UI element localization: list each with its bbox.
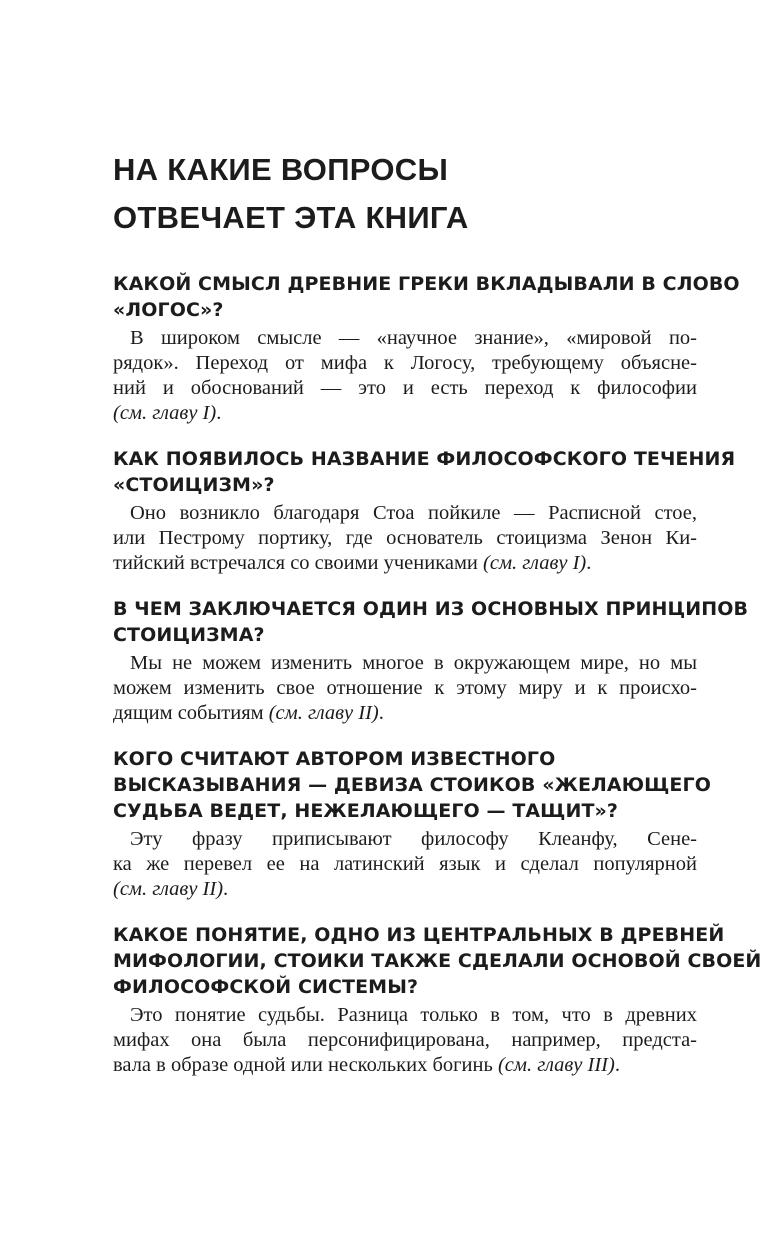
question-line: В ЧЕМ ЗАКЛЮЧАЕТСЯ ОДИН ИЗ ОСНОВНЫХ ПРИНЦИПОВ [113,598,749,620]
qa-item [113,446,736,576]
page-title-line: НА КАКИЕ ВОПРОСЫ [113,152,449,187]
question [113,922,762,1000]
answer-line: Это понятие судьбы. Разница только в том, что в древних [130,1004,697,1026]
answer-line: Оно возникло благодаря Стоа пойкиле — Расписной стое, [130,502,697,524]
chapter-reference: (см. главу I) [483,552,587,574]
answer-line: ка же перевел ее на латинский язык и сделал популярной [113,853,697,875]
answer-tail: . [216,402,222,424]
answer-tail: . [378,702,384,724]
question-line: МИФОЛОГИИ, СТОИКИ ТАКЖЕ СДЕЛАЛИ ОСНОВОЙ СВОЕЙ [113,950,762,972]
answer-line [113,701,697,726]
answer [113,501,697,576]
answer-line: мифах она была персонифицирована, например, предста- [113,1029,697,1051]
answer-text: дящим событиям [113,702,269,724]
answer-line [113,401,697,426]
answer-tail: . [614,1054,620,1076]
question [113,446,736,498]
question-line: КАКОЕ ПОНЯТИЕ, ОДНО ИЗ ЦЕНТРАЛЬНЫХ В ДРЕВНЕЙ [113,924,725,946]
question [113,596,749,648]
chapter-reference: (см. главу I) [113,402,217,424]
book-page [113,146,762,1098]
question-line: КАКОЙ СМЫСЛ ДРЕВНИЕ ГРЕКИ ВКЛАДЫВАЛИ В СЛОВО [113,273,740,295]
question-line: «СТОИЦИЗМ»? [113,474,275,496]
question-line: СТОИЦИЗМА? [113,624,265,646]
answer-line [113,1053,697,1078]
answer-line [113,877,697,902]
question-line: ФИЛОСОФСКОЙ СИСТЕМЫ? [113,976,419,998]
question-line: ВЫСКАЗЫВАНИЯ — ДЕВИЗА СТОИКОВ «ЖЕЛАЮЩЕГО [113,774,711,796]
chapter-reference: (см. главу III) [497,1054,615,1076]
answer-line: или Пестрому портику, где основатель стоицизма Зенон Ки- [113,527,697,549]
question-line: «ЛОГОС»? [113,299,224,321]
qa-item [113,922,762,1078]
qa-item [113,746,711,902]
question-line: КОГО СЧИТАЮТ АВТОРОМ ИЗВЕСТНОГО [113,748,556,770]
answer-tail: . [586,552,592,574]
answer-line: рядок». Переход от мифа к Логосу, требующему объясне- [113,352,697,374]
question [113,271,740,323]
answer-tail: . [223,878,229,900]
chapter-reference: (см. главу II) [113,878,224,900]
answer-text: тийский встречался со своими учениками [113,552,484,574]
answer [113,1003,697,1078]
answer-line: Мы не можем изменить многое в окружающем мире, но мы [130,652,697,674]
qa-item [113,271,740,426]
question-line: КАК ПОЯВИЛОСЬ НАЗВАНИЕ ФИЛОСОФСКОГО ТЕЧЕНИЯ [113,448,736,470]
chapter-reference: (см. главу II) [268,702,379,724]
page-title [113,146,697,242]
answer-line: ний и обоснований — это и есть переход к философии [113,377,697,399]
question-line: СУДЬБА ВЕДЕТ, НЕЖЕЛАЮЩЕГО — ТАЩИТ»? [113,800,619,822]
question [113,746,711,824]
answer-text: вала в образе одной или нескольких богинь [113,1054,498,1076]
answer-line [113,551,697,576]
answer [113,326,697,426]
answer-line: можем изменить свое отношение к этому миру и к происхо- [113,677,697,699]
answer-line: В широком смысле — «научное знание», «мировой по- [130,327,697,349]
qa-item [113,596,749,726]
answer [113,827,697,902]
page-title-line: ОТВЕЧАЕТ ЭТА КНИГА [113,200,469,235]
answer-line: Эту фразу приписывают философу Клеанфу, Сене- [130,828,697,850]
answer [113,651,697,726]
